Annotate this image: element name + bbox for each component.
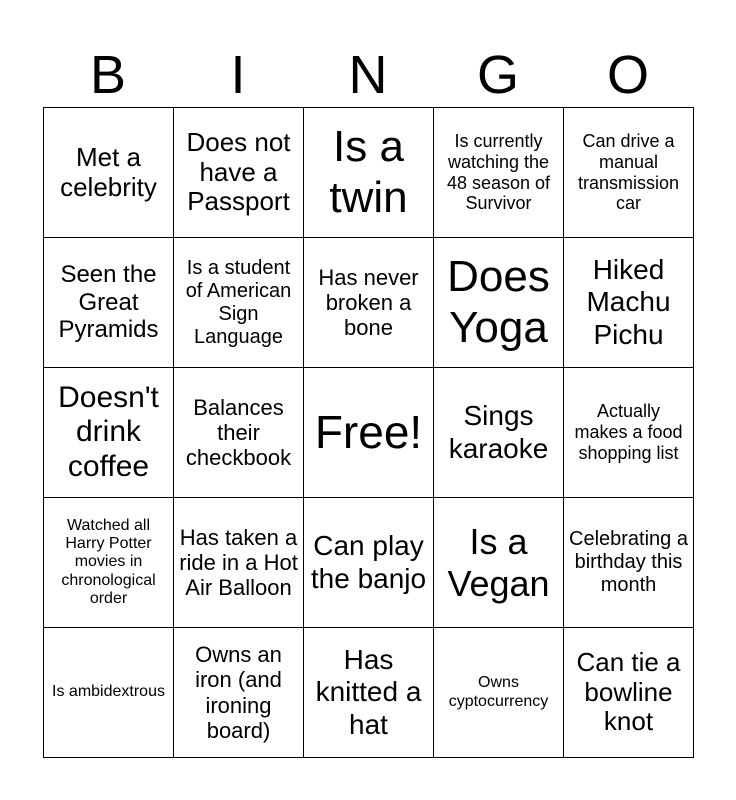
bingo-cell: Can play the banjo	[304, 498, 434, 628]
bingo-cell: Doesn't drink coffee	[44, 368, 174, 498]
header-letter-n: N	[348, 45, 388, 105]
bingo-cell: Is a twin	[304, 108, 434, 238]
bingo-cell: Celebrating a birthday this month	[564, 498, 694, 628]
bingo-cell: Is ambidextrous	[44, 628, 174, 758]
header-letter-o: O	[606, 45, 649, 105]
bingo-cell: Met a celebrity	[44, 108, 174, 238]
bingo-row	[44, 238, 694, 368]
bingo-cell: Balances their checkbook	[174, 368, 304, 498]
bingo-cell: Has taken a ride in a Hot Air Balloon	[174, 498, 304, 628]
bingo-cell: Is a student of American Sign Language	[174, 238, 304, 368]
bingo-cell: Sings karaoke	[434, 368, 564, 498]
bingo-card	[43, 107, 694, 758]
bingo-cell: Is currently watching the 48 season of Survivor	[434, 108, 564, 238]
bingo-cell-free: Free!	[304, 368, 434, 498]
bingo-row	[44, 628, 694, 758]
bingo-cell: Seen the Great Pyramids	[44, 238, 174, 368]
bingo-cell: Can tie a bowline knot	[564, 628, 694, 758]
bingo-cell: Owns cyptocurrency	[434, 628, 564, 758]
bingo-cell: Owns an iron (and ironing board)	[174, 628, 304, 758]
bingo-row	[44, 368, 694, 498]
bingo-cell: Is a Vegan	[434, 498, 564, 628]
bingo-row	[44, 108, 694, 238]
bingo-header	[43, 44, 693, 106]
bingo-cell: Watched all Harry Potter movies in chronological order	[44, 498, 174, 628]
bingo-cell: Has knitted a hat	[304, 628, 434, 758]
bingo-cell: Does not have a Passport	[174, 108, 304, 238]
bingo-cell: Actually makes a food shopping list	[564, 368, 694, 498]
header-letter-i: I	[230, 45, 246, 105]
bingo-cell: Can drive a manual transmission car	[564, 108, 694, 238]
bingo-cell: Does Yoga	[434, 238, 564, 368]
header-letter-b: B	[89, 45, 127, 105]
bingo-cell: Hiked Machu Pichu	[564, 238, 694, 368]
bingo-cell: Has never broken a bone	[304, 238, 434, 368]
header-letter-g: G	[476, 45, 519, 105]
bingo-row	[44, 498, 694, 628]
